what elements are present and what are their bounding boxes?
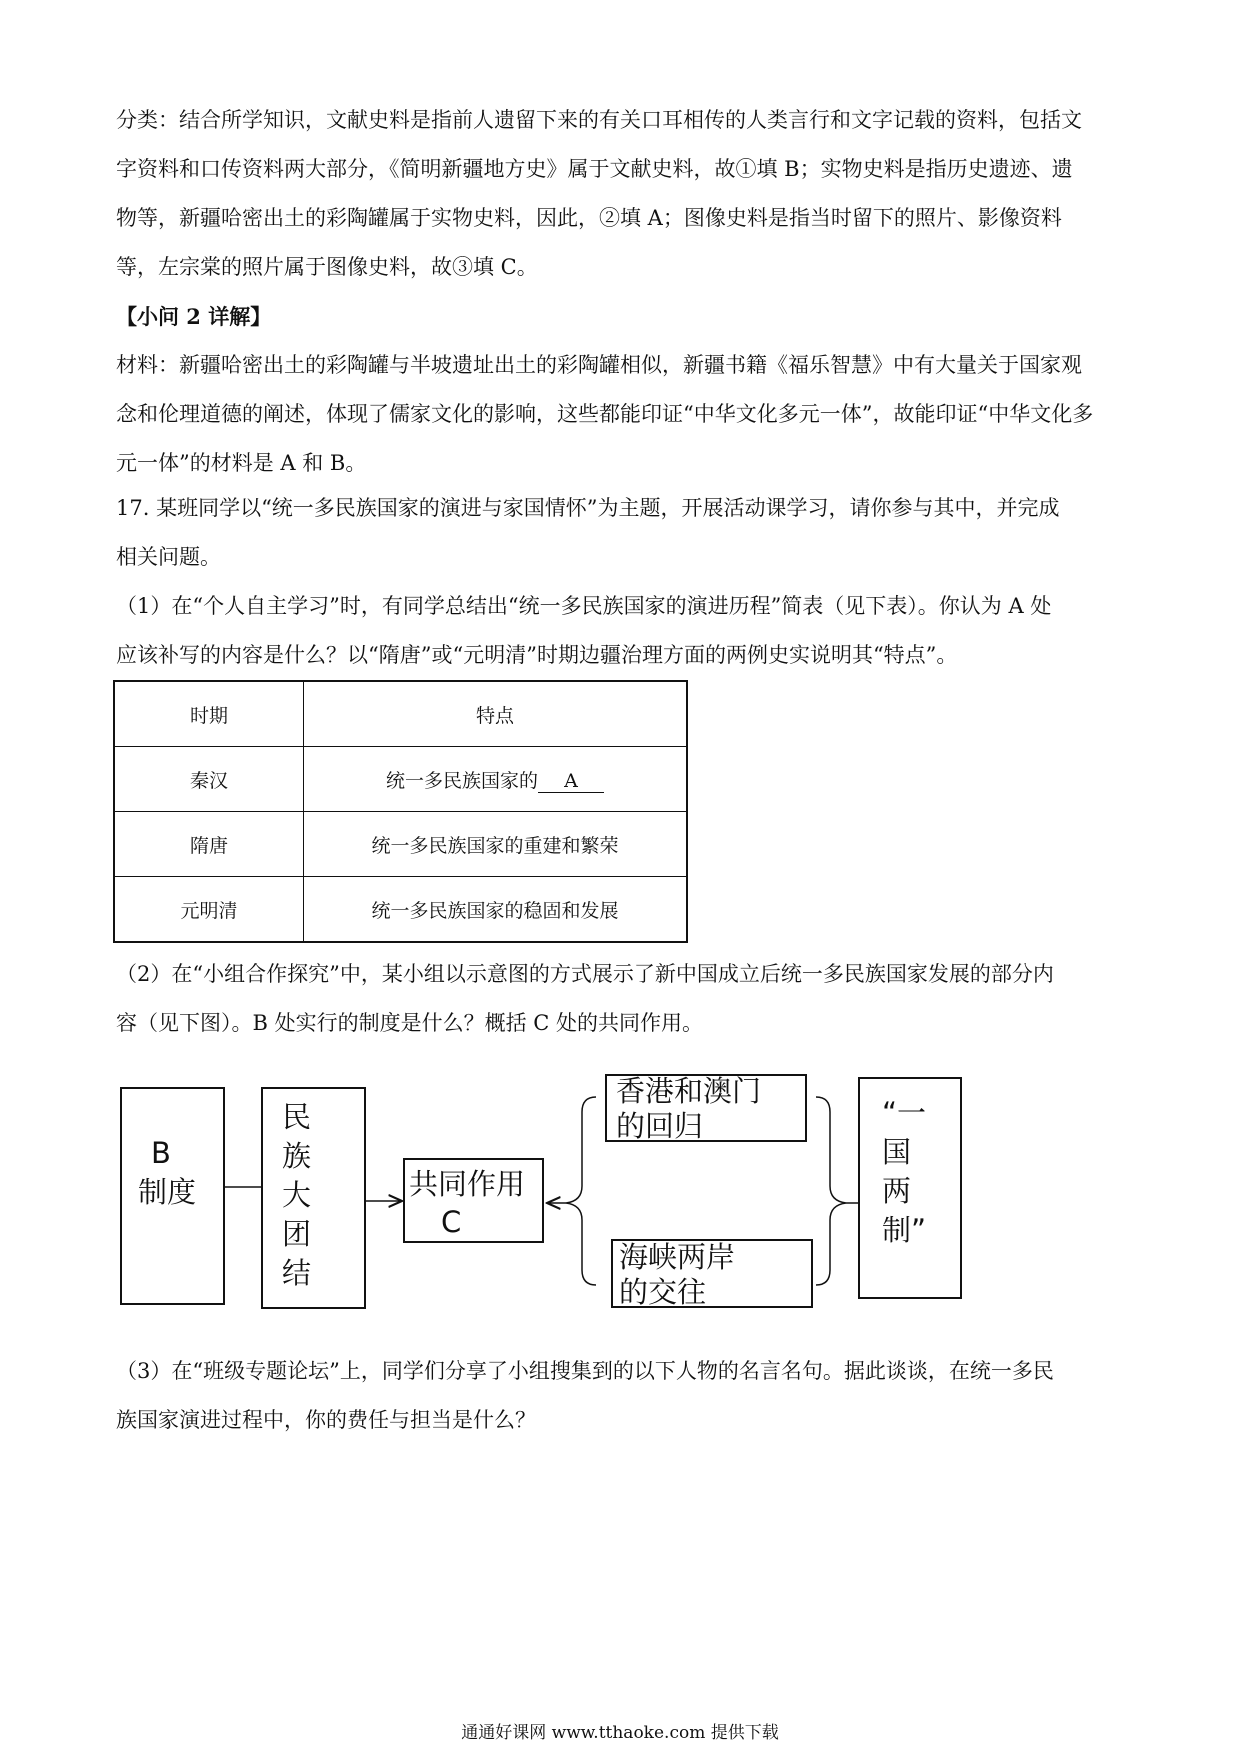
text-line: 材料：新疆哈密出土的彩陶罐与半坡遗址出土的彩陶罐相似，新疆书籍《福乐智慧》中有大量关于国家观 — [116, 353, 1082, 377]
header-feature: 特点 — [304, 681, 688, 747]
oc-char: 两 — [882, 1174, 912, 1208]
unity-char: 族 — [282, 1139, 312, 1173]
right-brace — [816, 1097, 846, 1285]
unity-char: 结 — [282, 1256, 312, 1290]
hk-macao-line: 的回归 — [616, 1109, 704, 1143]
box-b-label: 制度 — [138, 1175, 197, 1209]
feature-cell: 统一多民族国家的稳固和发展 — [304, 877, 688, 943]
question-17-part-3 — [116, 1347, 1140, 1445]
text-line: 分类：结合所学知识，文献史料是指前人遗留下来的有关口耳相传的人类言行和文字记载的资料，包括文 — [116, 108, 1082, 132]
box-c-title: 共同作用 — [409, 1167, 526, 1201]
unity-char: 大 — [282, 1178, 312, 1212]
text-line: 念和伦理道德的阐述，体现了儒家文化的影响，这些都能印证“中华文化多元一体”，故能印证“中华文化多 — [116, 402, 1094, 426]
period-cell: 秦汉 — [114, 747, 304, 812]
box-c-letter: C — [441, 1205, 462, 1239]
header-period: 时期 — [114, 681, 304, 747]
box-national-unity — [262, 1088, 365, 1308]
text-line: 17. 某班同学以“统一多民族国家的演进与家国情怀”为主题，开展活动课学习，请你参与其中，并完成 — [116, 496, 1060, 520]
sub-question-2-heading: 【小问 2 详解】 — [116, 304, 272, 329]
text-line: （2）在“小组合作探究”中，某小组以示意图的方式展示了新中国成立后统一多民族国家发展的部分内 — [116, 962, 1054, 986]
fill-blank-a: A — [538, 770, 604, 793]
text-line: （1）在“个人自主学习”时，有同学总结出“统一多民族国家的演进历程”简表（见下表）。你认为 A 处 — [116, 594, 1052, 618]
text-line: （3）在“班级专题论坛”上，同学们分享了小组搜集到的以下人物的名言名句。据此谈谈，在统一多民 — [116, 1359, 1054, 1383]
period-cell: 隋唐 — [114, 812, 304, 877]
text-line: 应该补写的内容是什么？以“隋唐”或“元明清”时期边疆治理方面的两例史实说明其“特点”。 — [116, 643, 958, 667]
oc-char: 制” — [882, 1213, 927, 1247]
oc-char: “一 — [882, 1096, 927, 1130]
period-cell: 元明清 — [114, 877, 304, 943]
cross-strait-line: 的交往 — [619, 1275, 707, 1309]
unity-char: 民 — [282, 1100, 312, 1134]
text-line: 元一体”的材料是 A 和 B。 — [116, 451, 367, 475]
feature-cell: 统一多民族国家的重建和繁荣 — [304, 812, 688, 877]
left-brace — [566, 1097, 596, 1285]
text-line: 物等，新疆哈密出土的彩陶罐属于实物史料，因此，②填 A；图像史料是指当时留下的照片、影像资料 — [116, 206, 1062, 230]
text-line: 字资料和口传资料两大部分，《简明新疆地方史》属于文献史料，故①填 B；实物史料是指历史遗迹、遗 — [116, 157, 1073, 181]
text-line: 相关问题。 — [116, 545, 221, 569]
page-footer: 通通好课网 www.tthaoke.com 提供下载 — [461, 1723, 779, 1743]
oc-char: 国 — [882, 1135, 912, 1169]
text-line: 容（见下图）。B 处实行的制度是什么？概括 C 处的共同作用。 — [116, 1011, 704, 1035]
text-line: 族国家演进过程中，你的费任与担当是什么？ — [116, 1408, 536, 1432]
unity-char: 团 — [282, 1217, 312, 1251]
box-b-letter: B — [151, 1136, 171, 1170]
feature-cell: 统一多民族国家的 A — [304, 747, 688, 812]
text-line: 等，左宗棠的照片属于图像史料，故③填 C。 — [116, 255, 538, 279]
cross-strait-line: 海峡两岸 — [619, 1240, 736, 1274]
hk-macao-line: 香港和澳门 — [616, 1074, 762, 1108]
